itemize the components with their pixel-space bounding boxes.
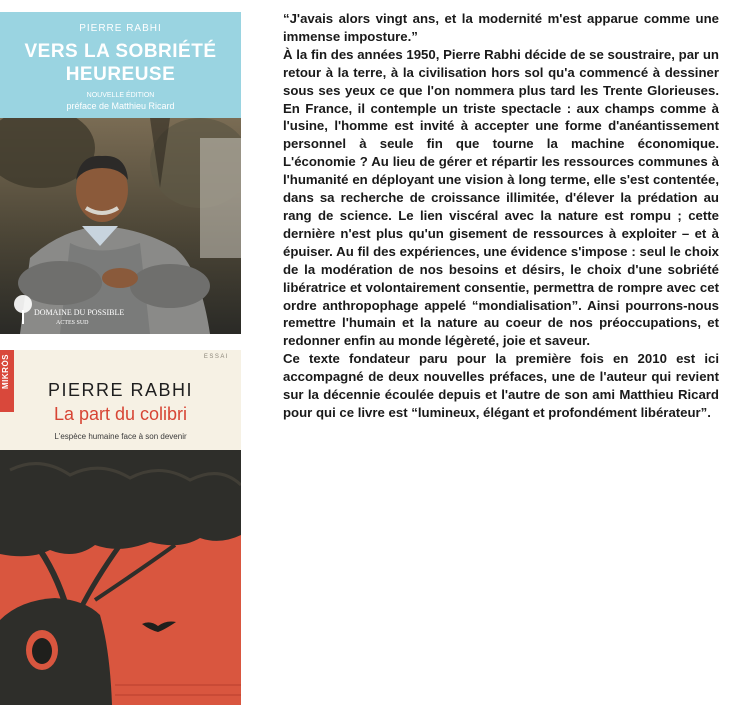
book1-title (0, 40, 241, 86)
book2-author: PIERRE RABHI (47, 380, 194, 400)
book1-publisher-house: ACTES SUD (56, 320, 89, 326)
book1-title-line1: VERS LA SOBRIÉTÉ (24, 41, 217, 62)
book2-subtitle: L'espèce humaine face à son devenir (54, 432, 187, 441)
tree-illustration (0, 450, 241, 705)
book1-author: PIERRE RABHI (79, 23, 162, 34)
collection-label: MIKRÓS (1, 354, 10, 389)
book-cover-sobriete-heureuse (0, 12, 241, 334)
book2-title: La part du colibri (53, 404, 188, 424)
book2-category: ESSAI (203, 354, 229, 360)
author-portrait-photo (0, 118, 241, 334)
book1-publisher: DOMAINE DU POSSIBLE (34, 308, 125, 317)
description-closing: Ce texte fondateur paru pour la première fois en 2010 est ici accompagné de deux nouvelles préfaces, une de l'auteur qui revient sur la décennie écoulée depuis et l'autre de son ami Matthieu Ricard pour qui ce livre est “lumineux, élégant et profondément libérateur”. (283, 351, 719, 420)
description-quote: “J'avais alors vingt ans, et la modernité m'est apparue comme une immense imposture.” (283, 11, 719, 44)
book1-title-line2: HEUREUSE (65, 64, 176, 85)
book1-edition: NOUVELLE ÉDITION (86, 92, 155, 99)
book-cover-part-du-colibri (0, 350, 241, 705)
book-description (283, 10, 719, 422)
book1-preface: préface de Matthieu Ricard (66, 101, 175, 111)
description-body: À la fin des années 1950, Pierre Rabhi décide de se soustraire, par un retour à la terre, à la civilisation hors sol qu'a commencé à dessiner sous ses yeux ce que l'on nommera plus tard les Trente Glorieuses. En France, il contemple un triste spectacle : aux champs comme à l'usine, l'homme est invité à accepter une forme d'anéantissement personnel à seule fin que tourne la machine économique. L'économie ? Au lieu de gérer et répartir les ressources communes à l'humanité en déployant une vision à long terme, elle s'est contentée, dans sa recherche de croissance illimitée, d'élever la prédation au rang de science. Le lien viscéral avec la nature est rompu ; cette dernière n'est plus qu'un gisement de ressources à exploiter – et à épuiser. Au fil des expériences, une évidence s'impose : seul le choix de la modération de nos besoins et désirs, le choix d'une sobriété libératrice et volontairement consentie, permettra de rompre avec cet ordre anthropophage appelé “mondialisation”. Ainsi pourrons-nous remettre l'humain et la nature au coeur de nos préoccupations, et redonner enfin au monde légèreté, joie et saveur. (283, 46, 719, 349)
